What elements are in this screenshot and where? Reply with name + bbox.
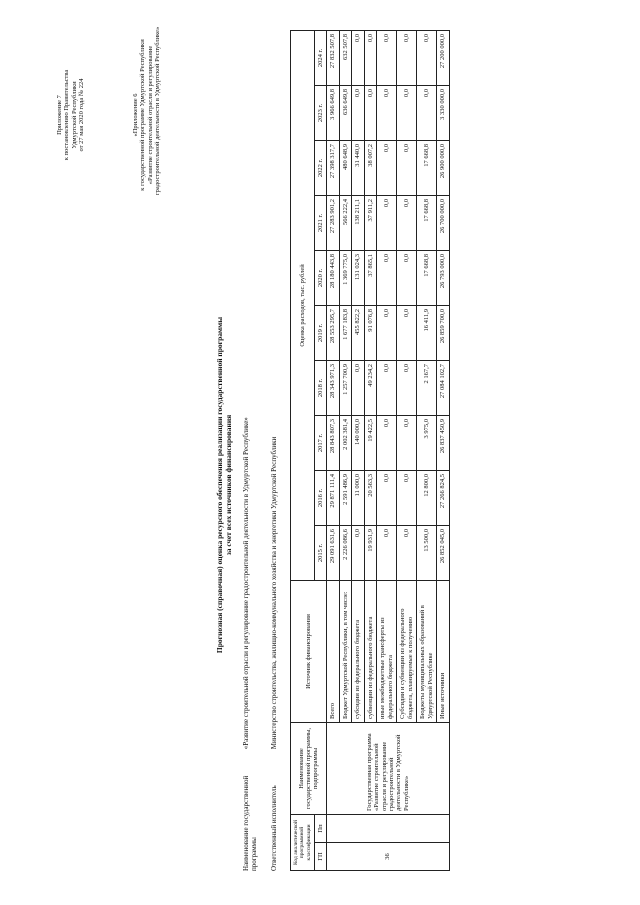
- year-header: 2017 г.: [314, 415, 326, 470]
- year-header: 2022 г.: [314, 140, 326, 195]
- title-line: Прогнозная (справочная) оценка ресурсного обеспечения реализации государственной программы: [215, 316, 224, 654]
- program-name-cell: Государственная программа «Развитие строительной отрасли и регулирование градостроительной деятельности в Удмуртской Республике»: [327, 722, 449, 814]
- value-cell: 37 865,1: [364, 250, 376, 305]
- appendix-6-line: «Развитие строительной отрасли и регулирование: [146, 45, 154, 185]
- value-cell: 38 007,2: [364, 140, 376, 195]
- value-cell: 17 668,8: [417, 195, 437, 250]
- value-cell: 1 369 775,0: [339, 250, 351, 305]
- value-cell: 49 234,2: [364, 360, 376, 415]
- value-cell: 11 000,0: [352, 470, 364, 525]
- gp-code-cell: 36: [327, 843, 449, 871]
- value-cell: 0,0: [397, 415, 417, 470]
- program-name-label: Наименование государственной программы: [242, 775, 259, 871]
- value-cell: 0,0: [397, 140, 417, 195]
- source-cell: иные межбюджетные трансферты из федерального бюджета: [377, 580, 397, 722]
- appendix-6-block: [132, 26, 162, 195]
- pp-code-cell: [327, 814, 449, 842]
- value-cell: 26 700 000,0: [437, 195, 449, 250]
- value-cell: 16 411,9: [417, 305, 437, 360]
- value-cell: 636 649,8: [339, 85, 351, 140]
- value-cell: 0,0: [377, 250, 397, 305]
- value-cell: 27 266 824,5: [437, 470, 449, 525]
- value-cell: 17 668,8: [417, 140, 437, 195]
- value-cell: 0,0: [377, 30, 397, 85]
- value-cell: 12 800,0: [417, 470, 437, 525]
- appendix-6-line: к государственной программе Удмуртской Республики: [139, 39, 147, 191]
- value-cell: 28 343 971,3: [327, 360, 339, 415]
- value-cell: 455 822,2: [352, 305, 364, 360]
- value-cell: 0,0: [397, 305, 417, 360]
- value-cell: 1 257 700,9: [339, 360, 351, 415]
- value-cell: 2 591 486,9: [339, 470, 351, 525]
- value-cell: 0,0: [352, 525, 364, 580]
- value-cell: 0,0: [377, 360, 397, 415]
- source-cell: Бюджеты муниципальных образований в Удмуртской Республике: [417, 580, 437, 722]
- value-cell: 26 859 700,0: [437, 305, 449, 360]
- value-cell: 37 911,2: [364, 195, 376, 250]
- responsible-executor-label: Ответственный исполнитель: [270, 785, 278, 871]
- gp-header: ГП: [314, 843, 326, 871]
- appendix-7-block: [56, 35, 86, 195]
- appendix-7-line: к постановлению Правительства: [63, 69, 71, 161]
- value-cell: 26 793 000,0: [437, 250, 449, 305]
- year-header: 2019 г.: [314, 305, 326, 360]
- appendix-7-line: Удмуртской Республики: [70, 81, 78, 149]
- program-name-row: [242, 417, 258, 871]
- value-cell: 2 002 381,4: [339, 415, 351, 470]
- value-cell: 91 076,8: [364, 305, 376, 360]
- value-cell: 0,0: [352, 30, 364, 85]
- value-cell: 0,0: [364, 85, 376, 140]
- value-cell: 1 677 183,8: [339, 305, 351, 360]
- value-cell: 3 330 000,0: [437, 85, 449, 140]
- source-header: Источник финансирования: [291, 580, 327, 722]
- value-cell: 27 200 000,0: [437, 30, 449, 85]
- value-cell: 13 500,0: [417, 525, 437, 580]
- source-cell: субвенции из федерального бюджета: [364, 580, 376, 722]
- value-cell: 480 648,9: [339, 140, 351, 195]
- value-cell: 0,0: [397, 360, 417, 415]
- value-cell: 28 843 807,3: [327, 415, 339, 470]
- value-cell: 0,0: [417, 85, 437, 140]
- document-title: [216, 205, 233, 765]
- value-cell: 632 507,8: [339, 30, 351, 85]
- value-cell: 26 900 000,0: [437, 140, 449, 195]
- value-cell: 0,0: [364, 30, 376, 85]
- appendix-6-line: градостроительной деятельности в Удмуртской Республике»: [154, 26, 162, 195]
- value-cell: 27 283 901,2: [327, 195, 339, 250]
- value-cell: 0,0: [352, 85, 364, 140]
- year-header: 2023 г.: [314, 85, 326, 140]
- value-cell: 0,0: [397, 525, 417, 580]
- value-cell: 20 563,3: [364, 470, 376, 525]
- value-cell: 19 422,5: [364, 415, 376, 470]
- value-cell: 17 668,8: [417, 250, 437, 305]
- value-cell: 0,0: [377, 305, 397, 360]
- program-name-value: «Развитие строительной отрасли и регулирование градостроительной деятельности в Удмуртской Республике»: [242, 417, 250, 750]
- value-cell: 28 180 443,8: [327, 250, 339, 305]
- value-cell: 0,0: [377, 85, 397, 140]
- value-cell: 138 211,1: [352, 195, 364, 250]
- value-cell: 566 222,4: [339, 195, 351, 250]
- value-cell: 131 024,3: [352, 250, 364, 305]
- year-header: 2018 г.: [314, 360, 326, 415]
- estimate-header: Оценка расходов, тыс. рублей: [291, 30, 315, 580]
- value-cell: 3 966 649,8: [327, 85, 339, 140]
- source-cell: Бюджет Удмуртской Республики, в том числе:: [339, 580, 351, 722]
- value-cell: 0,0: [377, 415, 397, 470]
- appendix-7-line: от 27 мая 2020 года № 224: [78, 78, 86, 152]
- value-cell: 2 167,7: [417, 360, 437, 415]
- value-cell: 0,0: [377, 525, 397, 580]
- value-cell: 0,0: [377, 470, 397, 525]
- value-cell: 27 084 102,7: [437, 360, 449, 415]
- title-line: за счет всех источников финансирования: [223, 414, 233, 556]
- value-cell: 0,0: [377, 140, 397, 195]
- value-cell: 0,0: [397, 30, 417, 85]
- name-header: Наименование государственной программы, подпрограммы: [291, 722, 327, 814]
- value-cell: 27 832 507,8: [327, 30, 339, 85]
- value-cell: 0,0: [397, 85, 417, 140]
- rotated-document: [20, 15, 620, 885]
- year-header: 2015 г.: [314, 525, 326, 580]
- value-cell: 0,0: [397, 250, 417, 305]
- value-cell: 26 852 045,0: [437, 525, 449, 580]
- source-cell: Субсидии и субвенции из федерального бюджета, планируемые к получению: [397, 580, 417, 722]
- responsible-executor-row: [270, 437, 278, 871]
- value-cell: 29 871 111,4: [327, 470, 339, 525]
- resource-estimate-table: [290, 30, 450, 871]
- value-cell: 0,0: [352, 360, 364, 415]
- pp-header: Пп: [314, 814, 326, 842]
- source-cell: Иные источники: [437, 580, 449, 722]
- appendix-6-line: «Приложение 6: [132, 93, 139, 137]
- value-cell: 0,0: [397, 470, 417, 525]
- value-cell: 0,0: [397, 195, 417, 250]
- value-cell: 29 091 631,6: [327, 525, 339, 580]
- value-cell: 26 837 450,9: [437, 415, 449, 470]
- value-cell: 31 440,0: [352, 140, 364, 195]
- year-header: 2021 г.: [314, 195, 326, 250]
- value-cell: 0,0: [417, 30, 437, 85]
- year-header: 2024 г.: [314, 30, 326, 85]
- value-cell: 0,0: [377, 195, 397, 250]
- header-row: [291, 30, 315, 870]
- year-header: 2016 г.: [314, 470, 326, 525]
- code-header: Код аналитической программной классификации: [291, 814, 315, 870]
- value-cell: 28 553 295,7: [327, 305, 339, 360]
- source-cell: субсидии из федерального бюджета: [352, 580, 364, 722]
- value-cell: 3 975,0: [417, 415, 437, 470]
- source-cell: Всего: [327, 580, 339, 722]
- value-cell: 2 226 086,6: [339, 525, 351, 580]
- value-cell: 19 931,9: [364, 525, 376, 580]
- responsible-executor-value: Министерство строительства, жилищно-коммунального хозяйства и энергетики Удмуртской Республики: [270, 436, 278, 750]
- table-row: [327, 30, 339, 870]
- value-cell: 27 398 317,7: [327, 140, 339, 195]
- value-cell: 140 000,0: [352, 415, 364, 470]
- appendix-7-line: Приложение 7: [56, 95, 63, 135]
- year-header: 2020 г.: [314, 250, 326, 305]
